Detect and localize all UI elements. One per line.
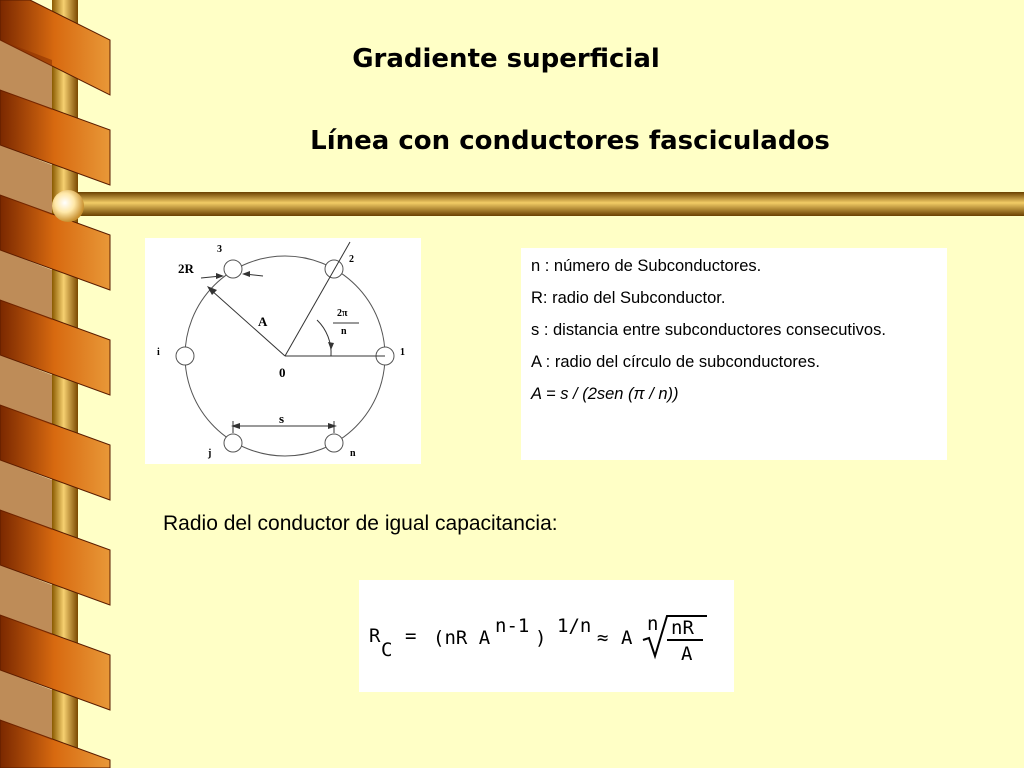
definition-r: R: radio del Subconductor. [531, 289, 726, 307]
formula-exponent-n-1: n-1 [495, 615, 530, 637]
label-angle-numerator: 2π [337, 308, 348, 319]
page-title: Gradiente superficial [352, 44, 660, 74]
definitions-box [521, 248, 947, 460]
equation-label: Radio del conductor de igual capacitancia: [163, 512, 558, 535]
label-index-j: j [208, 448, 212, 459]
subconductor-3 [224, 260, 242, 278]
formula-numerator: nR [671, 617, 694, 639]
subconductor-n [325, 434, 343, 452]
definition-s: s : distancia entre subconductores consecutivos. [531, 321, 886, 339]
label-index-1: 1 [400, 347, 405, 358]
label-index-i: i [157, 347, 160, 358]
subconductor-j [224, 434, 242, 452]
label-angle-denominator: n [341, 326, 347, 337]
formula-exponent-1-n: 1/n [557, 615, 592, 637]
label-index-n: n [350, 448, 356, 459]
subconductor-i [176, 347, 194, 365]
horizontal-rod [60, 192, 1024, 216]
rod-knob [52, 190, 84, 222]
label-index-2: 2 [349, 254, 354, 265]
formula-lhs: R [369, 625, 381, 647]
label-spacing-s: s [279, 411, 285, 426]
bundle-diagram [145, 238, 421, 464]
label-index-3: 3 [217, 244, 222, 255]
label-radius-a: A [258, 314, 268, 329]
label-center: 0 [279, 365, 286, 380]
subconductor-2 [325, 260, 343, 278]
formula-a: A [621, 627, 633, 649]
formula-root-index: n [647, 613, 659, 635]
definition-a: A : radio del círculo de subconductores. [531, 353, 820, 371]
definition-n: n : número de Subconductores. [531, 257, 762, 275]
formula-paren-close: ) [535, 627, 547, 649]
formula-box [359, 580, 734, 692]
page-subtitle: Línea con conductores fasciculados [310, 126, 830, 156]
formula-approx: ≈ [597, 627, 609, 649]
formula-denominator: A [681, 643, 693, 665]
formula-equals: = [405, 625, 417, 647]
formula-lhs-subscript: C [381, 639, 393, 661]
definition-a-formula: A = s / (2sen (π / n)) [531, 385, 679, 403]
formula-paren-open: (nR A [433, 627, 491, 649]
label-diameter: 2R [178, 261, 194, 276]
